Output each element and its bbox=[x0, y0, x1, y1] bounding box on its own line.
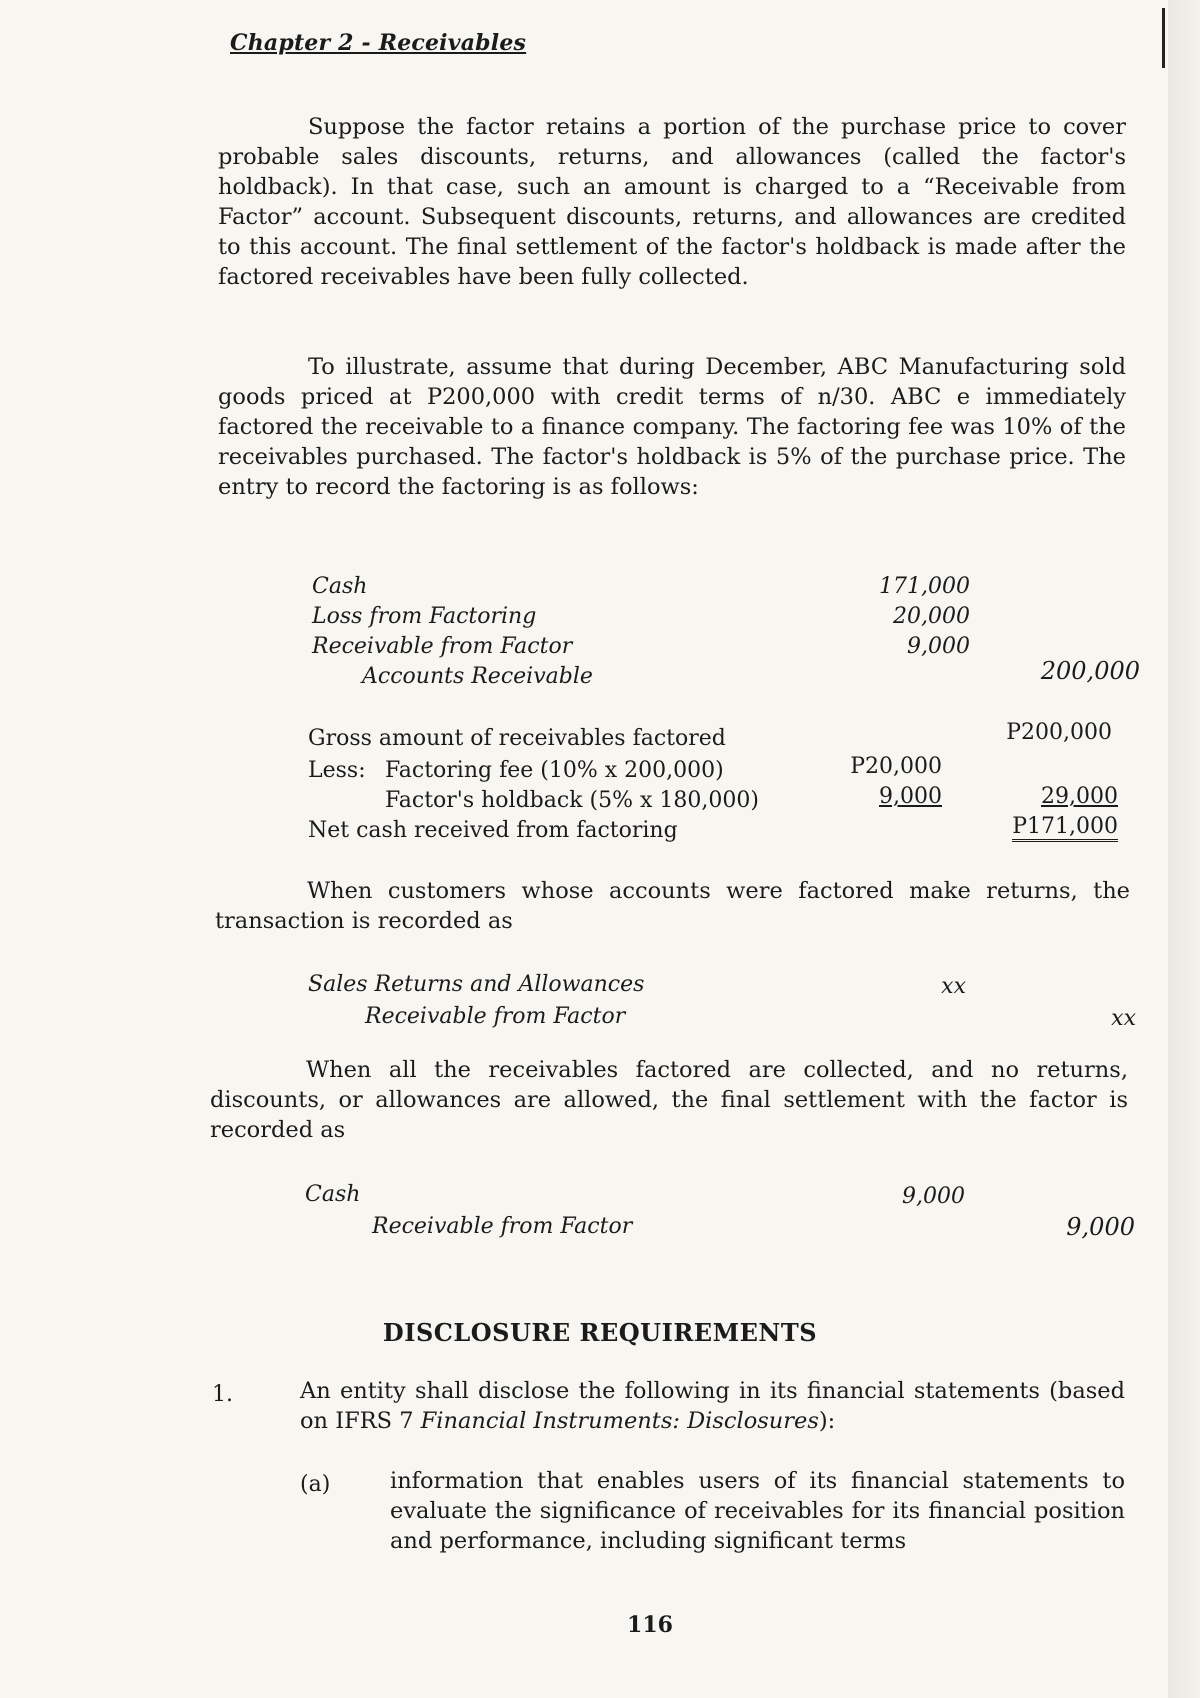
entry-account: Receivable from Factor bbox=[312, 634, 573, 659]
paragraph-final-settlement: When all the receivables factored are collected, and no returns, discounts, or allowances are allowed, the final settlement with the factor is recorded as bbox=[210, 1057, 1128, 1143]
holdback-label: Factor's holdback (5% x 180,000) bbox=[385, 788, 759, 813]
entry-debit: 171,000 bbox=[879, 574, 970, 599]
gross-amount: P200,000 bbox=[1006, 720, 1112, 745]
paragraph-returns: When customers whose accounts were factored make returns, the transaction is recorded as bbox=[215, 878, 1130, 934]
entry-debit: 9,000 bbox=[902, 1184, 965, 1209]
entry-credit: 9,000 bbox=[1066, 1213, 1135, 1241]
net-amount: P171,000 bbox=[960, 812, 1118, 842]
sub-item-text: information that enables users of its financial statements to evaluate the significance of receivables for its financial position and performance, including significant terms bbox=[390, 1468, 1125, 1554]
sub-item-label: (a) bbox=[300, 1472, 331, 1497]
fee-label: Factoring fee (10% x 200,000) bbox=[385, 758, 724, 783]
entry-account: Receivable from Factor bbox=[372, 1214, 633, 1239]
page-edge-rule bbox=[1162, 8, 1165, 68]
section-title: DISCLOSURE REQUIREMENTS bbox=[382, 1318, 818, 1347]
entry-account: Receivable from Factor bbox=[365, 1004, 626, 1029]
item-number: 1. bbox=[212, 1382, 233, 1407]
entry-account: Sales Returns and Allowances bbox=[308, 972, 645, 997]
deductions-total: 29,000 bbox=[1041, 784, 1118, 809]
page-number: 116 bbox=[627, 1612, 673, 1638]
entry-account: Cash bbox=[305, 1182, 361, 1207]
page-edge-shadow bbox=[1168, 0, 1200, 1698]
chapter-header: Chapter 2 - Receivables bbox=[230, 30, 527, 56]
entry-account: Loss from Factoring bbox=[312, 604, 537, 629]
entry-account: Cash bbox=[312, 574, 368, 599]
entry-account: Accounts Receivable bbox=[362, 664, 593, 689]
entry-debit: 9,000 bbox=[907, 634, 970, 659]
entry-debit: 20,000 bbox=[893, 604, 970, 629]
less-label: Less: bbox=[308, 758, 366, 783]
paragraph-illustration: To illustrate, assume that during December, ABC Manufacturing sold goods priced at P200,000 with credit terms of n/30. ABC e immediately factored the receivable to a finance company. The factoring fee was 10% of the receivables purchased. The factor's holdback is 5% of the purchase price. The entry to record the factoring is as follows: bbox=[218, 354, 1126, 500]
net-label: Net cash received from factoring bbox=[308, 818, 678, 843]
fee-amount: P20,000 bbox=[850, 754, 942, 779]
holdback-amount: 9,000 bbox=[879, 784, 942, 809]
gross-label: Gross amount of receivables factored bbox=[308, 726, 726, 751]
entry-credit: xx bbox=[1111, 1006, 1136, 1031]
entry-debit: xx bbox=[941, 974, 966, 999]
paragraph-holdback: Suppose the factor retains a portion of the purchase price to cover probable sales discounts, returns, and allowances (called the factor's holdback). In that case, such an amount is charged to a “Receivable from Factor” account. Subsequent discounts, returns, and allowances are credited to this account. The final settlement of the factor's holdback is made after the factored receivables have been fully collected. bbox=[218, 114, 1126, 290]
item-text: An entity shall disclose the following in its financial statements (based on IFRS 7 Financial Instruments: Disclosures): bbox=[300, 1378, 1125, 1434]
entry-credit: 200,000 bbox=[1040, 657, 1140, 685]
